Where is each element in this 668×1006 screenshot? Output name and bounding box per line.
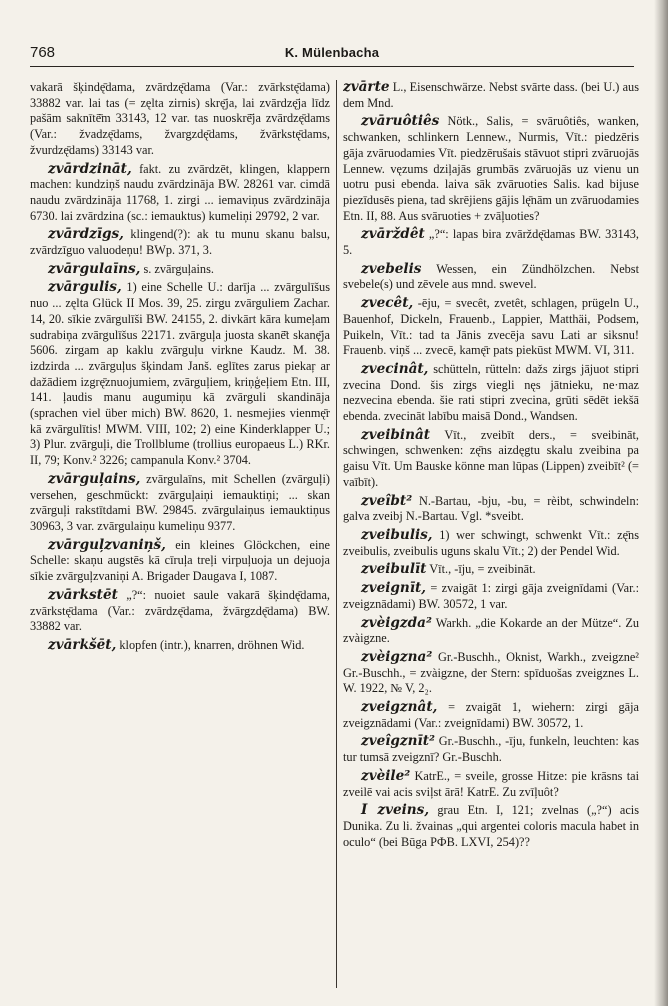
- right-column: [343, 80, 639, 990]
- dictionary-entry: [30, 80, 330, 159]
- left-column: [30, 80, 330, 990]
- entry-headword: zvèile²: [361, 767, 411, 784]
- dictionary-entry: [30, 262, 330, 278]
- entry-headword: zvecinât,: [361, 360, 429, 377]
- entry-headword: zvārždêt: [361, 226, 425, 243]
- dictionary-entry: [30, 280, 330, 468]
- entry-headword: zveîbt²: [361, 492, 413, 509]
- entry-text: Gr.-Buschh., -īju, funkeln, leuchten: kas tur tumsā zveigznī? Gr.-Buschh.: [343, 734, 639, 765]
- entry-text: -ēju, = svecêt, zvetêt, schlagen, prügeln U., Bauenhof, Dickeln, Frauenb., Lappier, Matthäi, Podsem, Puikeln, Vīt.: tad ta Jānis zvecēja savu Lati ar siksnu! Frauenb. viņš ... zvecē, kamę̄r pats piekūst MWM. VI, 311.: [343, 296, 639, 358]
- dictionary-entry: [343, 734, 639, 765]
- running-head: K. Mülenbacha: [284, 45, 380, 60]
- dictionary-entry: [30, 227, 330, 258]
- entry-headword: zvebelis: [361, 260, 422, 277]
- entry-headword: zveîgznīt²: [361, 733, 435, 750]
- dictionary-entry: [343, 494, 639, 525]
- entry-text: Nötk., Salis, = svāruôtiês, wanken, schwanken, schlinkern Lennew., Nurmis, Vīt.: piedzēris gāja zvāruodamies Vīt. piedzērušais stāvuot stipri zvāruojās Lennew. vęzums dziļajās grumbās zvāruojās uz vienu un uotru pusi ebenda. laiva sāk zvāruoties Salis. kad bijuse piezīdusēs piena, tad skrējiens gājis lę̄nām un zvāruodamies Etn. II, 88. Aus svāruoties + zvāļuoties?: [343, 114, 639, 223]
- entry-text: s. zvārguļains.: [143, 261, 214, 276]
- dictionary-entry: [30, 472, 330, 535]
- entry-text: Vīt., -īju, = zveibināt.: [429, 562, 536, 577]
- dictionary-entry: [343, 650, 639, 697]
- dictionary-entry: [343, 528, 639, 559]
- page-edge-shadow: [654, 0, 668, 1006]
- dictionary-entry: [343, 114, 639, 224]
- entry-text: grau Etn. I, 121; zvelnas („?“) acis Dunika. Zu li. žvainas „qui argentei coloris macula habet in oculo“ (bei Būga PФB. LXVI, 254)??: [343, 803, 639, 849]
- entry-text: Vīt., zveibīt ders., = sveibināt, schwingen, schwenken: zę̄ns aizdęgtu skalu zveibina pa gaisu Vīt. Um Bauske könne man lūpas (Lippen) zveibīt² (= vaībīt).: [343, 427, 639, 489]
- dictionary-entry: [343, 80, 639, 111]
- column-divider: [336, 80, 337, 988]
- entry-headword: zvārgulis,: [48, 279, 122, 296]
- dictionary-entry: [343, 262, 639, 293]
- dictionary-entry: [343, 700, 639, 731]
- entry-headword: zvārdzīgs,: [48, 226, 124, 243]
- entry-text: Warkh. „die Kokarde an der Mütze“. Zu zvàigzne.: [343, 615, 639, 646]
- page-header: [30, 44, 634, 67]
- entry-headword: zvèigzda²: [361, 614, 432, 631]
- entry-text: „?“: lapas bira zvārždę̄damas BW. 33143, 5.: [343, 227, 639, 258]
- entry-text: 1) eine Schelle U.: darīja ... zvārgulīšus nuo ... zęlta Glück II Mos. 39, 25. zirgu zvārguliem Zachar. 14, 20. sīkie zvārgulīši BW. 24155, 2. divkārt kāra kumeļam sudrabiņa zvārgulīšus 22171. zvārguļa juosta skanē̄t skanę̄ja 5606. zirgam ap kaklu zvārguļu virkne Kaudz. M. 38. izdzirda ... zvārguļus šķindam Janš. eglītes zarus piekaŗ ar dažādiem izgrę̄znuojumiem, zvārguļiem, kriņģeļiem Etn. III, 141. ļaudis manu augumiņu kā zvārguli skandināja (sprachen viel über mich) BW. 8620, 1. nesmejies vienmę̄r kā zvārgulītis! MWM. VIII, 102; 2) eine Kinderklapper U.; 3) Plur. zvārguļi, die Trollblume (trollius europaeus L.) RKr. II, 79; Konv.² 3226; campanula Konv.² 3704.: [30, 280, 330, 468]
- entry-text: schütteln, rütteln: dažs zirgs jājuot stipri zvecina Dond. šis zirgs viegli nęs jātnieku, ne·maz nezvecina ebenda. šie rati stipri zvecina, grūti sēdēt iekšā ebenda. zvecināt labību maisā Dond., Wandsen.: [343, 361, 639, 424]
- entry-text: = zvaigāt 1: zirgi gāja zveignīdami (Var.: zveigznādami) BW. 30572, 1 var.: [343, 581, 639, 611]
- entry-headword: zveigznât,: [361, 699, 438, 716]
- entry-headword: zvārkstēt: [48, 586, 118, 603]
- page-number: 768: [30, 44, 56, 61]
- entry-text: Gr.-Buschh., Oknist, Warkh., zveigzne² Gr.-Buschh., = zvàigzne, der Stern: spīduošas zveigznes L. W. 1922, № V, 2₂.: [343, 649, 639, 696]
- dictionary-entry: [343, 803, 639, 850]
- dictionary-entry: [30, 588, 330, 635]
- entry-text: fakt. zu zvārdzēt, klingen, klappern machen: kundziņš naudu zvārdzināja BW. 28261 var. cimdā naudu zvārdzināja 11768, 1. zirgi ... iemaviņus zvārdzināja 6730. lai zvārdzina (sc.: iemauktus) kumeliņi 29792, 2 var.: [30, 161, 330, 223]
- dictionary-entry: [343, 581, 639, 612]
- dictionary-entry: [343, 769, 639, 800]
- entry-headword: I zveins,: [361, 802, 430, 819]
- entry-headword: zveibinât: [361, 426, 431, 443]
- dictionary-entry: [343, 616, 639, 647]
- dictionary-entry: [343, 227, 639, 258]
- entry-text: zvārgulaīns, mit Schellen (zvārguļi) versehen, geschmückt: zvārguļaiņi iemauktiņi; ... skan zvārguļi rakstītdami BW. 29845. zvārgulaiņus iemauktiņus 30963, 3 var. zvārgulaiņu kumeliņu 9377.: [30, 471, 330, 533]
- entry-text: L., Eisenschwärze. Nebst svārte dass. (bei U.) aus dem Mnd.: [343, 80, 639, 110]
- entry-headword: zveibulis,: [361, 526, 433, 543]
- entry-text: „?“: nuoiet saule vakarā šķindę̄dama, zvārkstę̄dama (Var.: zvārdzę̄dama, žvārgzdę̄dama) BW. 33882 var.: [30, 587, 330, 634]
- entry-headword: zvārguļains,: [48, 470, 141, 487]
- dictionary-entry: [30, 162, 330, 225]
- entry-text: ein kleines Glöckchen, eine Schelle: skaņu augstēs kā cīruļa treļi virpuļuoja un dejuoja sīkie zvārguļzvaniņi A. Brigader Daugava I, 1087.: [30, 537, 330, 584]
- entry-text: vakarā šķindę̄dama, zvārdzę̄dama (Var.: zvārkstę̄dama) 33882 var. lai tas (= zęlta zirnis) skrę̄ja, lai zvārdzę̄ja līdz pašām saknītē̄m 33143, 12 var. tas nuoskrē̄ja zvārdzę̄dams (Var.: žvadzę̄dams, žvargzdę̄dams, žvārkstę̄dams, žvurdzę̄dams) 33143 var.: [30, 80, 330, 157]
- entry-text: N.-Bartau, -bju, -bu, = rèibt, schwindeln: galva zveibj N.-Bartau. Vgl. *sveibt.: [343, 493, 639, 524]
- entry-headword: zveibulīt: [361, 561, 427, 578]
- dictionary-entry: [343, 428, 639, 491]
- entry-headword: zvārgulaīns,: [48, 260, 141, 277]
- entry-text: KatrE., = sveile, grosse Hitze: pie krāsns tai zveilē vai acis sviļst ārā! KatrE. Zu zvīļuôt?: [343, 768, 639, 799]
- dictionary-entry: [30, 638, 330, 654]
- entry-text: Wessen, ein Zündhölzchen. Nebst svebele(s) und zēvele aus mnd. swevel.: [343, 261, 639, 292]
- dictionary-entry: [343, 362, 639, 425]
- entry-text: klopfen (intr.), knarren, dröhnen Wid.: [119, 637, 305, 652]
- entry-headword: zvārkšēt,: [48, 636, 117, 653]
- entry-headword: zvārte: [343, 80, 390, 95]
- entry-headword: zveignīt,: [361, 580, 426, 597]
- entry-text: 1) wer schwingt, schwenkt Vīt.: zę̄ns zveibulis, zveibulis uguns skalu Vīt.; 2) der Pendel Wid.: [343, 527, 639, 558]
- entry-headword: zvārdzināt,: [48, 160, 132, 177]
- entry-text: klingend(?): ak tu munu skanu balsu, zvārdzīguo valuodeņu! BWp. 371, 3.: [30, 227, 330, 258]
- dictionary-entry: [343, 562, 639, 578]
- entry-headword: zvèigzna²: [361, 648, 433, 665]
- dictionary-entry: [30, 538, 330, 585]
- dictionary-entry: [343, 296, 639, 359]
- entry-text: = zvaigāt 1, wiehern: zirgi gāja zveigznādami (Var.: zveignīdami) BW. 30572, 1.: [343, 700, 639, 730]
- entry-headword: zvārguļzvaniņš,: [48, 536, 166, 553]
- entry-headword: zvāruôtiês: [361, 113, 440, 130]
- entry-headword: zvecêt,: [361, 295, 414, 312]
